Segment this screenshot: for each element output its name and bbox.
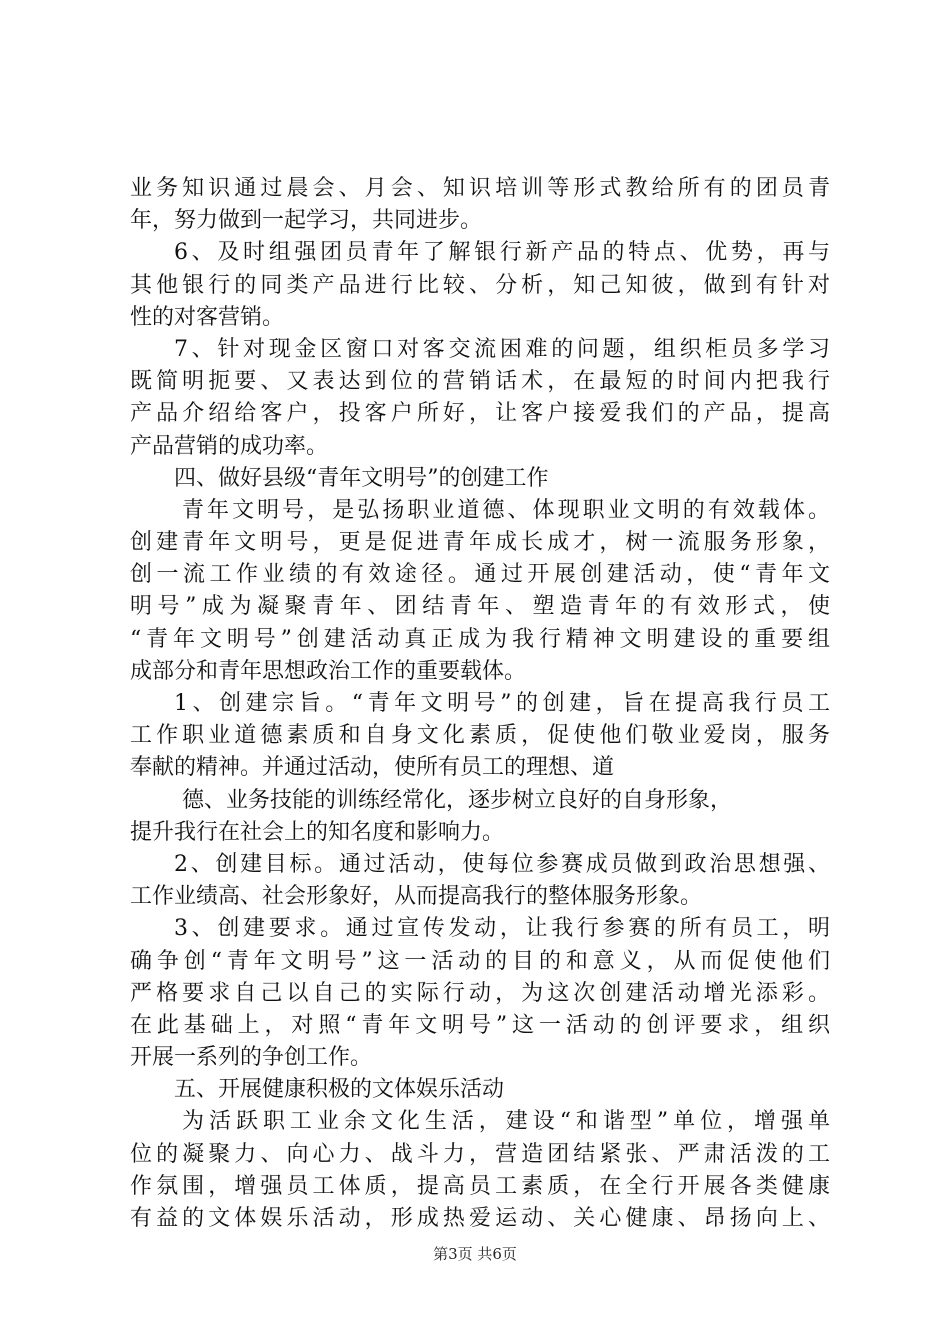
text-line: 严格要求自己以自己的实际行动，为这次创建活动增光添彩。 bbox=[130, 980, 830, 1006]
text-line: 五、开展健康积极的文体娱乐活动 bbox=[174, 1077, 505, 1103]
text-line: 7、针对现金区窗口对客交流困难的问题，组织柜员多学习 bbox=[174, 336, 830, 362]
text-line: 明号”成为凝聚青年、团结青年、塑造青年的有效形式，使 bbox=[130, 594, 830, 620]
text-line: 1、创建宗旨。“青年文明号”的创建，旨在提高我行员工 bbox=[174, 691, 830, 716]
text-line: 产品介绍给客户，投客户所好，让客户接爱我们的产品，提高 bbox=[130, 401, 830, 427]
text-line: 2、创建目标。通过活动，使每位参赛成员做到政治思想强、 bbox=[174, 851, 830, 877]
text-line: 其他银行的同类产品进行比较、分析，知己知彼，做到有针对 bbox=[130, 272, 830, 298]
text-line: “青年文明号”创建活动真正成为我行精神文明建设的重要组 bbox=[130, 626, 830, 652]
text-line: 工作业绩高、社会形象好，从而提高我行的整体服务形象。 bbox=[130, 884, 703, 910]
text-line: 为活跃职工业余文化生活，建设“和谐型”单位，增强单 bbox=[182, 1109, 830, 1135]
text-line: 有益的文体娱乐活动，形成热爱运动、关心健康、昂扬向上、 bbox=[130, 1206, 830, 1231]
text-line: 创一流工作业绩的有效途径。通过开展创建活动，使“青年文 bbox=[130, 562, 830, 588]
text-line: 6、及时组强团员青年了解银行新产品的特点、优势，再与 bbox=[174, 240, 830, 266]
text-line: 确争创“青年文明号”这一活动的目的和意义，从而促使他们 bbox=[130, 948, 830, 974]
text-line: 开展一系列的争创工作。 bbox=[130, 1045, 373, 1071]
text-line: 创建青年文明号，更是促进青年成长成才，树一流服务形象， bbox=[130, 530, 830, 556]
text-line: 德、业务技能的训练经常化，逐步树立良好的自身形象， bbox=[182, 787, 733, 813]
page-footer: 第3页 共6页 bbox=[433, 1245, 517, 1263]
text-line: 性的对客营销。 bbox=[130, 304, 285, 330]
text-line: 青年文明号，是弘扬职业道德、体现职业文明的有效载体。 bbox=[182, 497, 830, 523]
text-line: 年，努力做到一起学习，共同进步。 bbox=[130, 208, 483, 234]
text-line: 提升我行在社会上的知名度和影响力。 bbox=[130, 819, 505, 845]
text-line: 位的凝聚力、向心力、战斗力，营造团结紧张、严肃活泼的工 bbox=[130, 1141, 830, 1167]
body-text bbox=[130, 173, 830, 1235]
text-line: 工作职业道德素质和自身文化素质，促使他们敬业爱岗，服务 bbox=[130, 723, 830, 749]
text-line: 产品营销的成功率。 bbox=[130, 433, 329, 459]
text-line: 既简明扼要、又表达到位的营销话术，在最短的时间内把我行 bbox=[130, 369, 830, 395]
text-line: 业务知识通过晨会、月会、知识培训等形式教给所有的团员青 bbox=[130, 176, 830, 201]
text-line: 成部分和青年思想政治工作的重要载体。 bbox=[130, 658, 527, 684]
text-line: 四、做好县级“青年文明号”的创建工作 bbox=[174, 465, 549, 491]
text-line: 作氛围，增强员工体质，提高员工素质，在全行开展各类健康 bbox=[130, 1173, 830, 1199]
text-line: 在此基础上，对照“青年文明号”这一活动的创评要求，组织 bbox=[130, 1012, 830, 1038]
text-line: 3、创建要求。通过宣传发动，让我行参赛的所有员工，明 bbox=[174, 916, 830, 942]
text-line: 奉献的精神。并通过活动，使所有员工的理想、道 bbox=[130, 755, 615, 781]
